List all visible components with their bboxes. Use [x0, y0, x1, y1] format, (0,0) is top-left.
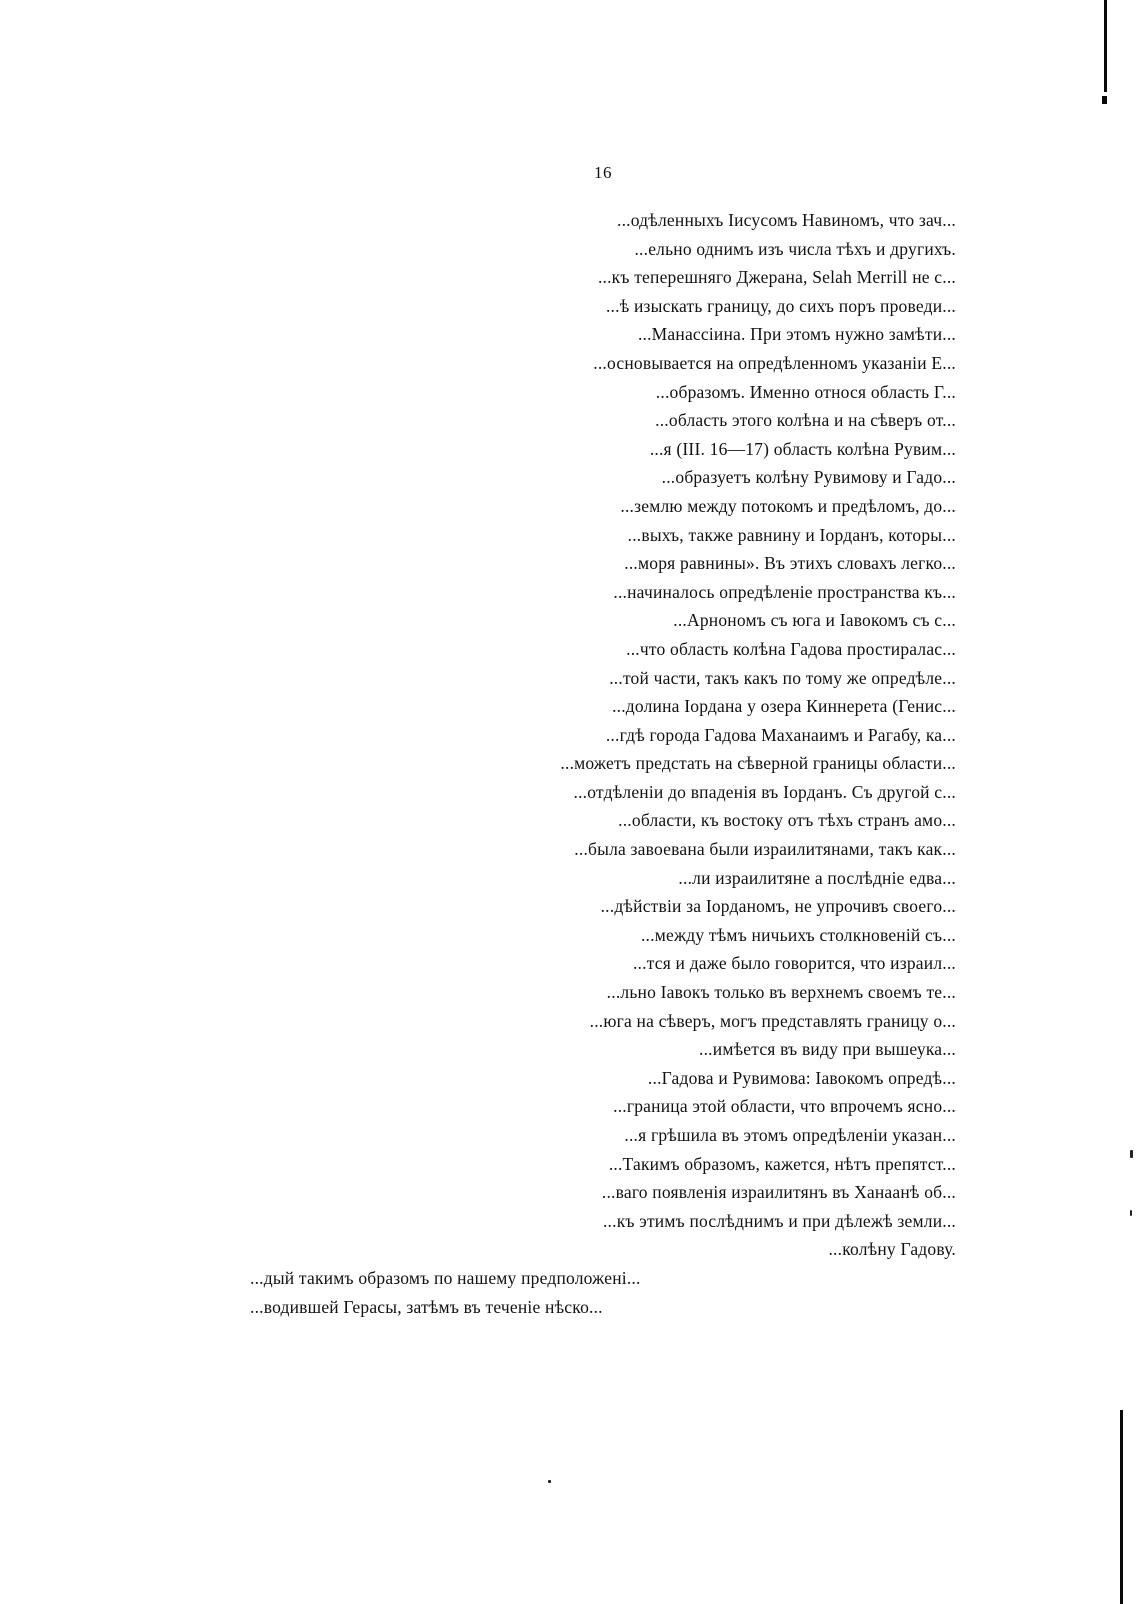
text-line: ...водившей Герасы, затѣмъ въ теченіе нѣско... [250, 1296, 603, 1317]
text-line: ...ваго появленія израилитянъ въ Ханаанѣ об... [601, 1182, 956, 1203]
text-line: ...одѣленныхъ Іисусомъ Навиномъ, что зач... [617, 210, 956, 230]
text-line: ...имѣется въ виду при вышеука... [699, 1039, 956, 1060]
scan-edge-mark-top-dot [1102, 96, 1107, 104]
text-line: ...была завоевана были израилитянами, такъ как... [574, 839, 956, 860]
text-line: ...дый такимъ образомъ по нашему предположені... [250, 1267, 641, 1288]
text-line: ...я грѣшила въ этомъ опредѣленіи указан... [624, 1125, 956, 1145]
text-line: ...къ теперешняго Джерана, Selah Merrill не с... [597, 267, 956, 288]
text-line: ...области, къ востоку отъ тѣхъ странъ амо... [618, 810, 956, 831]
text-line: ...область этого колѣна и на сѣверъ от... [655, 410, 956, 431]
text-line: ...моря равнины». Въ этихъ словахъ легко... [624, 553, 956, 574]
scan-edge-mark-bottom [1120, 1410, 1123, 1604]
text-line: ...ѣ изыскать границу, до сихъ поръ проведи... [605, 295, 956, 316]
scan-edge-mark-top [1104, 0, 1107, 92]
text-line: ...основывается на опредѣленномъ указаніи Е... [593, 352, 956, 373]
text-line: ...землю между потокомъ и предѣломъ, до... [620, 495, 956, 516]
text-line: ...Такимъ образомъ, кажется, нѣтъ препятст... [608, 1153, 956, 1174]
text-line: ...долина Іордана у озера Киннерета (Генис... [612, 696, 956, 717]
text-line: ...можетъ предстать на сѣверной границы области... [560, 753, 956, 774]
page-number: 16 [594, 163, 612, 182]
text-line: ...между тѣмъ ничьихъ столкновеній съ... [640, 924, 956, 945]
text-line: ...Гадова и Рувимова: Іавокомъ опредѣ... [647, 1067, 956, 1088]
scan-speck [1130, 1210, 1132, 1216]
text-line: ...начиналось опредѣленіе пространства къ... [613, 581, 956, 602]
text-line: ...той части, такъ какъ по тому же опредѣле... [609, 667, 956, 688]
scan-speck [548, 1480, 551, 1483]
text-line: ...выхъ, также равнину и Іорданъ, которы... [627, 524, 956, 545]
text-line: ...Арнономъ съ юга и Іавокомъ съ с... [673, 610, 956, 631]
text-line: ...льно Іавокъ только въ верхнемъ своемъ те... [606, 982, 956, 1003]
text-line: ...образомъ. Именно относя область Г... [655, 381, 956, 402]
text-line: ...что область колѣна Гадова простиралас... [626, 638, 956, 659]
text-line: ...колѣну Гадову. [828, 1239, 956, 1260]
text-line: ...образуетъ колѣну Рувимову и Гадо... [661, 467, 956, 488]
text-line: ...къ этимъ послѣднимъ и при дѣлежѣ земли... [602, 1210, 956, 1231]
scan-speck [1130, 1150, 1133, 1158]
text-line: ...дѣйствіи за Іорданомъ, не упрочивъ своего... [600, 896, 956, 917]
text-line: ...ельно однимъ изъ числа тѣхъ и другихъ. [634, 238, 956, 259]
text-line: ...я (III. 16—17) область колѣна Рувим... [649, 438, 956, 459]
text-line: ...юга на сѣверъ, могъ представлять границу о... [589, 1010, 956, 1031]
text-line: ...тся и даже было говорится, что израил... [632, 953, 956, 974]
text-line: ...ли израилитяне а послѣдніе едва... [678, 867, 956, 888]
text-block [250, 206, 956, 1321]
text-line: ...Манассіина. При этомъ нужно замѣти... [637, 324, 956, 345]
text-line: ...граница этой области, что впрочемъ ясно... [613, 1096, 956, 1117]
text-line: ...гдѣ города Гадова Маханаимъ и Рагабу, ка... [605, 724, 956, 745]
text-line: ...отдѣленіи до впаденія въ Іорданъ. Съ другой с... [573, 781, 956, 802]
